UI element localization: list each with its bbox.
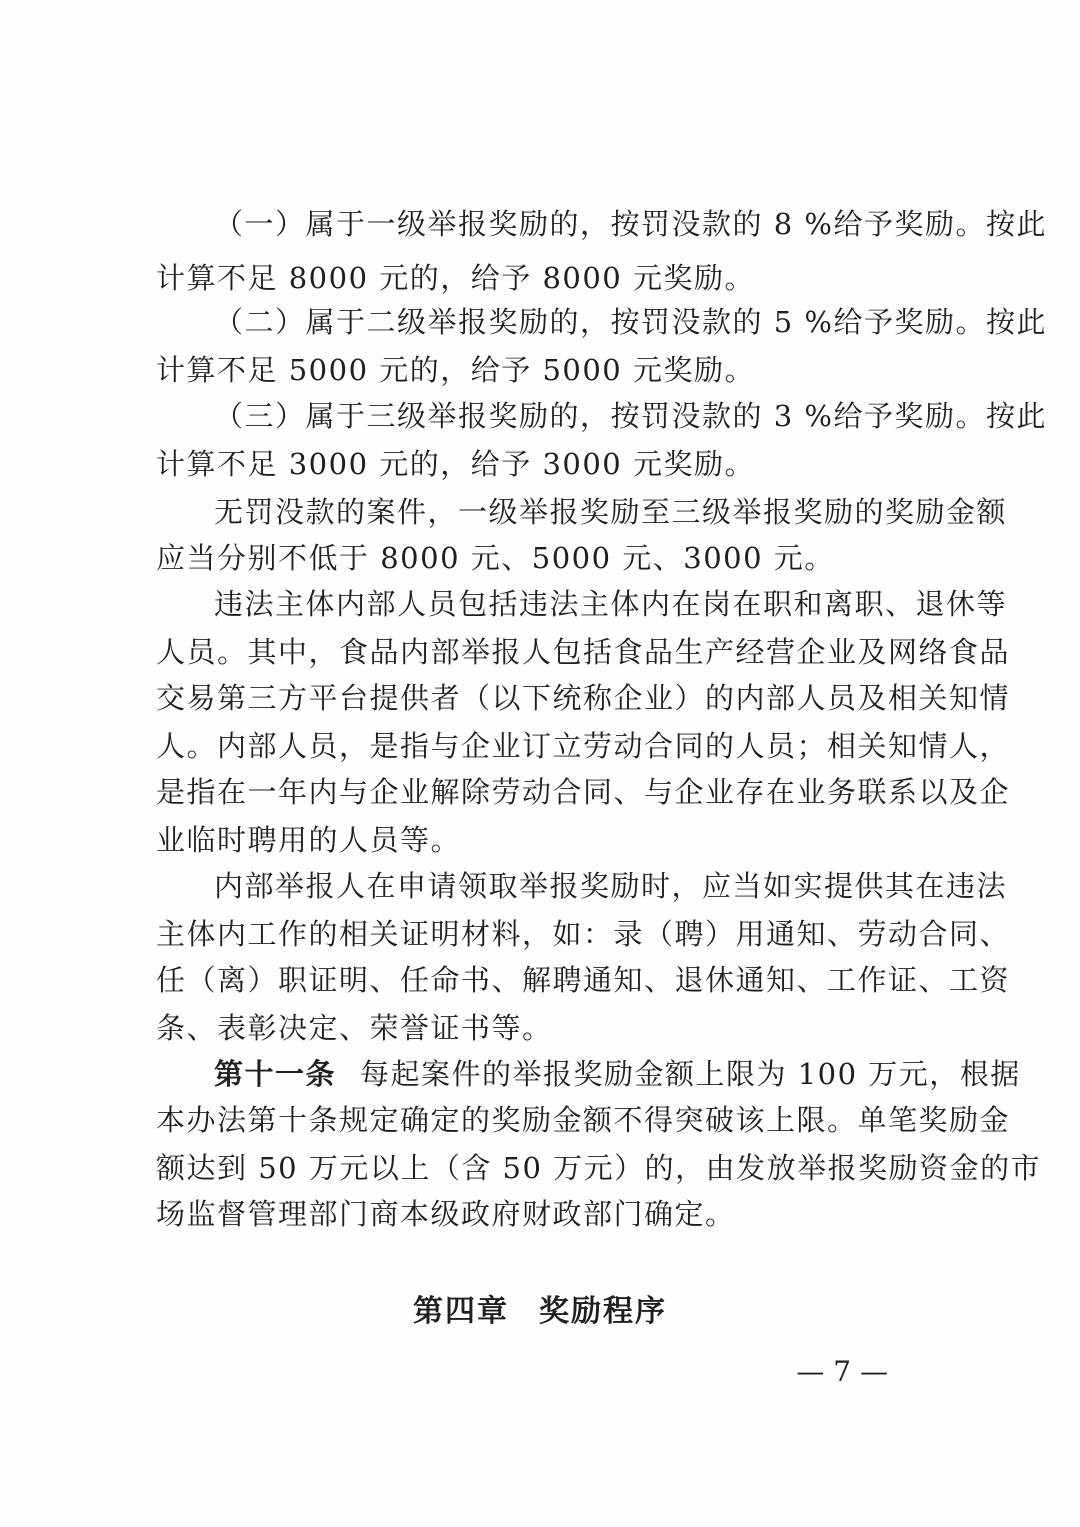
paragraph-line: 内部举报人在申请领取举报奖励时，应当如实提供其在违法 [214, 869, 1008, 903]
paragraph-line: 计算不足 5000 元的，给予 5000 元奖励。 [156, 353, 755, 387]
paragraph-line: 业临时聘用的人员等。 [156, 823, 462, 857]
paragraph-line: 计算不足 8000 元的，给予 8000 元奖励。 [156, 261, 755, 295]
paragraph-line: 本办法第十条规定确定的奖励金额不得突破该上限。单笔奖励金 [156, 1103, 1011, 1137]
paragraph-line: 交易第三方平台提供者（以下统称企业）的内部人员及相关知情 [156, 681, 1011, 715]
paragraph-line: 应当分别不低于 8000 元、5000 元、3000 元。 [156, 541, 835, 575]
article-text: 每起案件的举报奖励金额上限为 100 万元，根据 [360, 1057, 1021, 1091]
paragraph-line: （一）属于一级举报奖励的，按罚没款的 8 %给予奖励。按此 [214, 207, 1047, 241]
paragraph-line: 是指在一年内与企业解除劳动合同、与企业存在业务联系以及企 [156, 775, 1011, 809]
paragraph-line: 场监督管理部门商本级政府财政部门确定。 [156, 1197, 736, 1231]
chapter-heading [0, 1290, 1080, 1334]
article-label: 第十一条 [214, 1057, 337, 1091]
paragraph-line: 计算不足 3000 元的，给予 3000 元奖励。 [156, 447, 755, 481]
paragraph-line: 人。内部人员，是指与企业订立劳动合同的人员；相关知情人， [156, 729, 1011, 763]
paragraph-line: （二）属于二级举报奖励的，按罚没款的 5 %给予奖励。按此 [214, 305, 1047, 339]
chapter-number: 第四章 [413, 1294, 509, 1329]
paragraph-line: 无罚没款的案件，一级举报奖励至三级举报奖励的奖励金额 [214, 495, 1008, 529]
page-number: — 7 — [796, 1355, 888, 1388]
paragraph-line: 额达到 50 万元以上（含 50 万元）的，由发放举报奖励资金的市 [156, 1151, 1042, 1185]
article-line [0, 1050, 1080, 1098]
paragraph-line: 主体内工作的相关证明材料，如：录（聘）用通知、劳动合同、 [156, 917, 1011, 951]
paragraph-line: 人员。其中，食品内部举报人包括食品生产经营企业及网络食品 [156, 635, 1011, 669]
paragraph-line: 任（离）职证明、任命书、解聘通知、退休通知、工作证、工资 [156, 963, 1011, 997]
chapter-title: 奖励程序 [539, 1294, 667, 1329]
paragraph-line: （三）属于三级举报奖励的，按罚没款的 3 %给予奖励。按此 [214, 399, 1047, 433]
paragraph-line: 条、表彰决定、荣誉证书等。 [156, 1011, 553, 1045]
paragraph-line: 违法主体内部人员包括违法主体内在岗在职和离职、退休等 [214, 587, 1008, 621]
